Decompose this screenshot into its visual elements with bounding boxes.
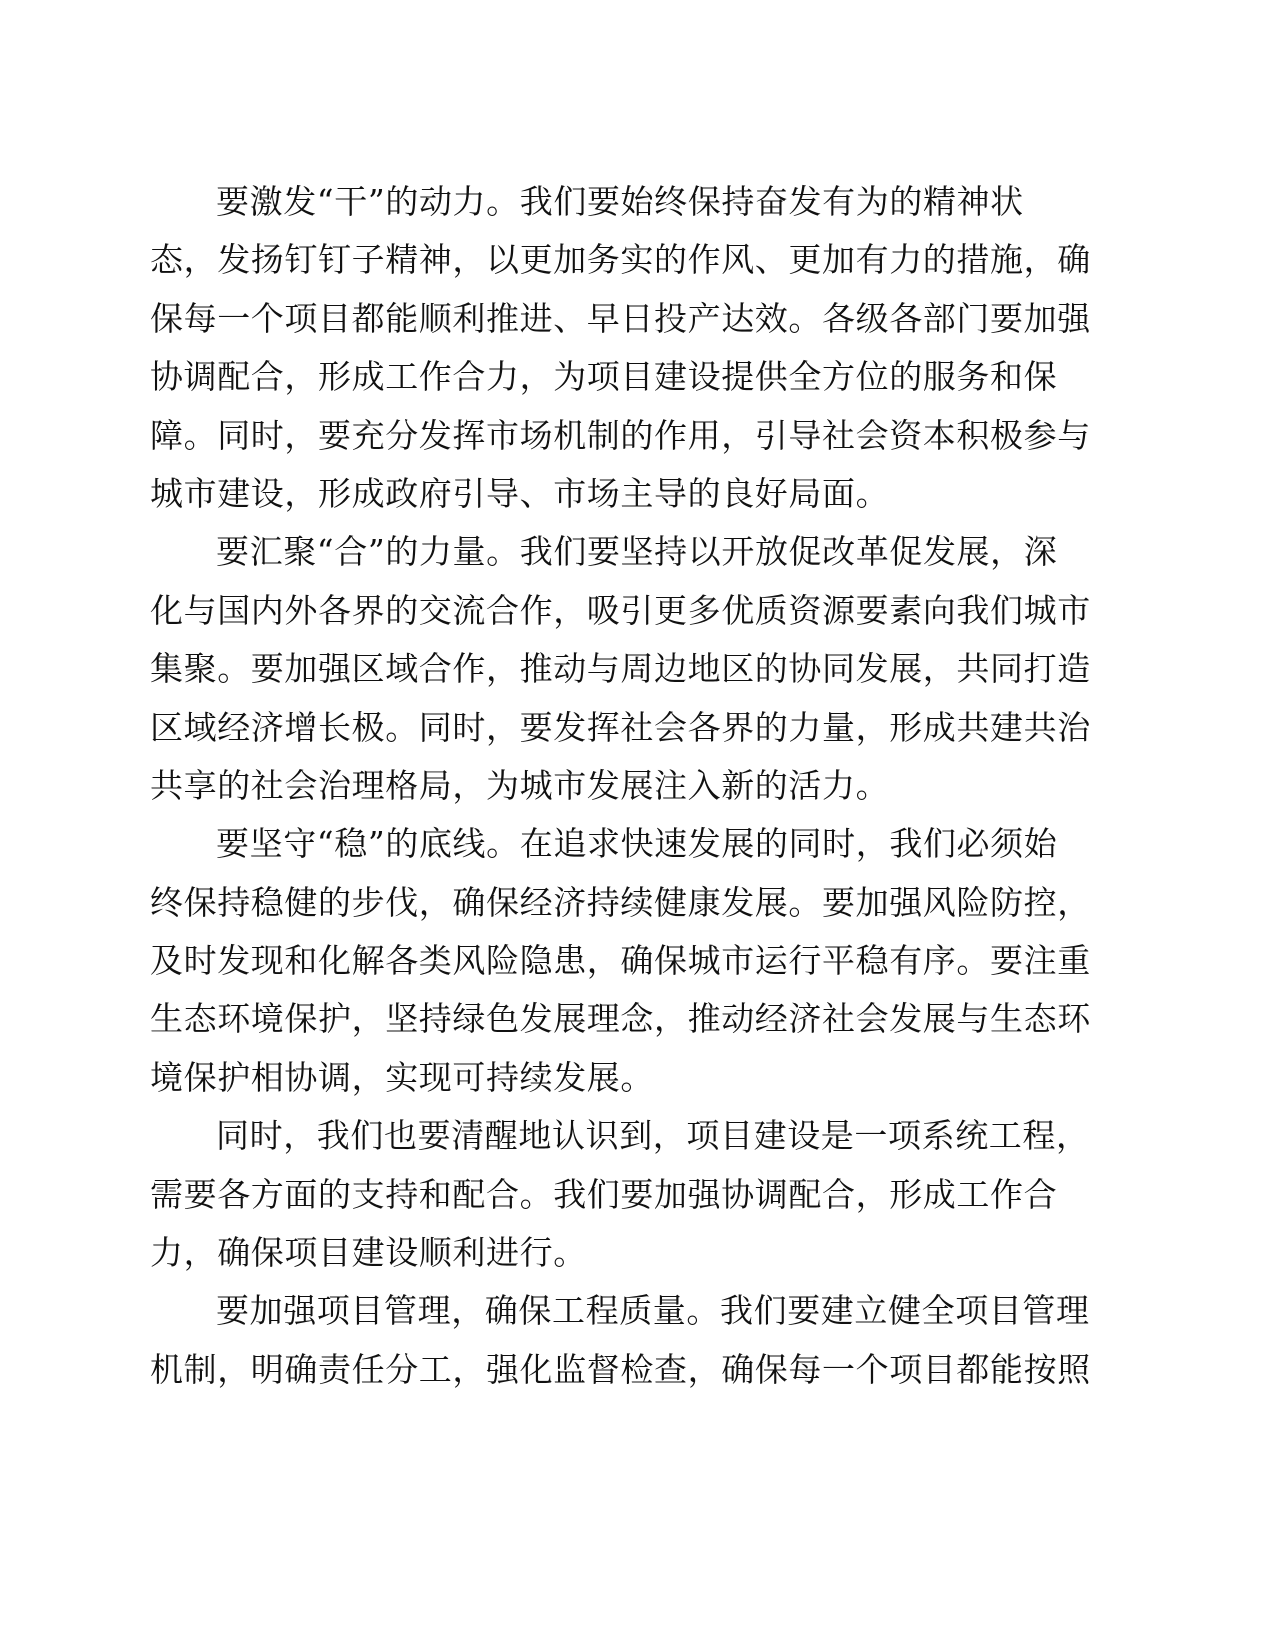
text-line: 要激发“干”的动力。我们要始终保持奋发有为的精神状: [216, 182, 1024, 221]
text-line: 集聚。要加强区域合作，推动与周边地区的协同发展，共同打造: [150, 649, 1091, 689]
text-line: 化与国内外各界的交流合作，吸引更多优质资源要素向我们城市: [150, 590, 1091, 630]
text-line: 协调配合，形成工作合力，为项目建设提供全方位的服务和保: [150, 357, 1058, 397]
text-line: 及时发现和化解各类风险隐患，确保城市运行平稳有序。要注重: [150, 941, 1091, 981]
text-line: 共享的社会治理格局，为城市发展注入新的活力。: [150, 765, 890, 805]
text-line: 保每一个项目都能顺利推进、早日投产达效。各级各部门要加强: [150, 298, 1091, 338]
text-line: 同时，我们也要清醒地认识到，项目建设是一项系统工程，: [216, 1116, 1090, 1156]
text-line: 终保持稳健的步伐，确保经济持续健康发展。要加强风险防控，: [150, 882, 1091, 922]
text-line: 区域经济增长极。同时，要发挥社会各界的力量，形成共建共治: [150, 707, 1091, 747]
text-line: 要汇聚“合”的力量。我们要坚持以开放促改革促发展，深: [216, 532, 1058, 572]
text-line: 境保护相协调，实现可持续发展。: [150, 1057, 654, 1097]
text-line: 态，发扬钉钉子精神，以更加务实的作风、更加有力的措施，确: [150, 240, 1091, 280]
text-line: 力，确保项目建设顺利进行。: [150, 1233, 587, 1273]
text-line: 城市建设，形成政府引导、市场主导的良好局面。: [150, 473, 890, 513]
text-line: 机制，明确责任分工，强化监督检查，确保每一个项目都能按照: [150, 1349, 1091, 1389]
body-text: [150, 173, 1091, 1399]
text-line: 需要各方面的支持和配合。我们要加强协调配合，形成工作合: [150, 1174, 1058, 1214]
text-line: 生态环境保护，坚持绿色发展理念，推动经济社会发展与生态环: [150, 999, 1091, 1039]
text-line: 障。同时，要充分发挥市场机制的作用，引导社会资本积极参与: [150, 415, 1091, 455]
text-line: 要加强项目管理，确保工程质量。我们要建立健全项目管理: [216, 1291, 1090, 1331]
text-line: 要坚守“稳”的底线。在追求快速发展的同时，我们必须始: [216, 824, 1058, 864]
